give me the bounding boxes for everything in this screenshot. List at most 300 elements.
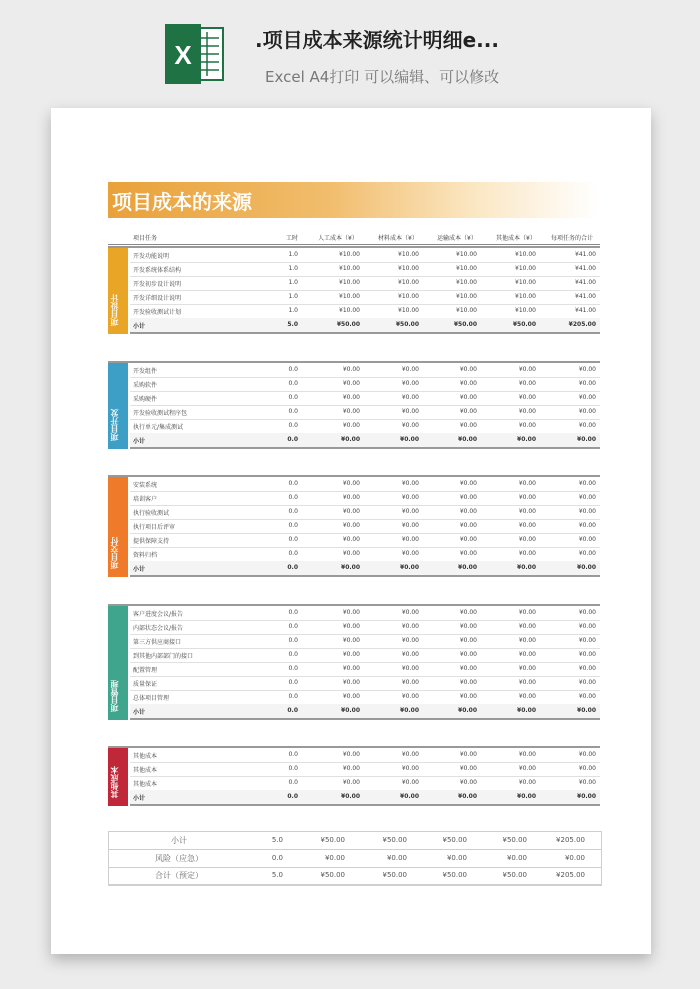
cost-cell: ¥10.00 [515,265,536,272]
cost-cell: 1.0 [288,279,298,286]
subtotal-cell: ¥0.00 [458,564,477,571]
cost-cell: 0.0 [288,522,298,529]
cost-cell: ¥0.00 [459,380,477,387]
cost-cell: ¥0.00 [459,609,477,616]
cost-cell: ¥0.00 [459,693,477,700]
cost-cell: ¥0.00 [459,751,477,758]
cost-cell: ¥0.00 [342,494,360,501]
subtotal-row [130,318,600,334]
summary-cell: ¥50.00 [442,871,467,879]
cost-cell: ¥0.00 [401,394,419,401]
cost-cell: ¥0.00 [518,609,536,616]
subtotal-cell: ¥0.00 [517,793,536,800]
subtotal-cell: ¥0.00 [400,707,419,714]
cost-cell: ¥10.00 [339,251,360,258]
cost-section [108,746,600,806]
cost-cell: ¥10.00 [398,307,419,314]
task-name: 开发详细设计说明 [133,295,182,302]
cost-cell: ¥0.00 [459,508,477,515]
document-subtitle: Excel A4打印 可以编辑、可以修改 [265,68,500,86]
cost-cell: ¥10.00 [515,279,536,286]
cost-cell: ¥0.00 [401,679,419,686]
cost-cell: ¥10.00 [398,251,419,258]
cost-cell: ¥0.00 [401,408,419,415]
cost-cell: ¥0.00 [459,679,477,686]
subtotal-label: 小计 [133,709,146,716]
cost-cell: 1.0 [288,265,298,272]
banner-title: 项目成本的来源 [112,190,252,214]
section-color-bar [108,606,128,720]
cost-cell: 0.0 [288,366,298,373]
task-name: 开发验收测试计划 [133,309,182,316]
cost-cell: ¥0.00 [518,408,536,415]
column-header: 人工成本（¥） [318,235,358,242]
cost-cell: ¥0.00 [578,651,596,658]
task-name: 其他成本 [133,767,158,774]
summary-row [109,850,601,868]
cost-cell: 1.0 [288,293,298,300]
subtotal-cell: ¥0.00 [400,564,419,571]
subtotal-cell: ¥0.00 [517,436,536,443]
summary-cell: ¥205.00 [556,871,585,879]
subtotal-cell: ¥50.00 [512,321,536,328]
task-name: 开发初步设计说明 [133,281,182,288]
subtotal-row [130,561,600,577]
cost-cell: ¥10.00 [339,279,360,286]
cost-cell: 0.0 [288,609,298,616]
task-name: 质量保证 [133,681,158,688]
cost-cell: ¥0.00 [518,765,536,772]
cost-cell: ¥0.00 [578,665,596,672]
cost-cell: ¥0.00 [459,480,477,487]
cost-cell: 0.0 [288,550,298,557]
cost-cell: ¥0.00 [578,508,596,515]
task-name: 内部状态会议/报告 [133,625,184,632]
cost-cell: ¥0.00 [518,366,536,373]
table-row [130,533,600,548]
task-name: 安装系统 [133,482,158,489]
subtotal-cell: ¥0.00 [341,707,360,714]
summary-cell: ¥205.00 [556,836,585,844]
table-row [130,248,600,263]
cost-cell: ¥0.00 [342,693,360,700]
table-row [130,648,600,663]
cost-cell: ¥0.00 [578,422,596,429]
cost-cell: ¥0.00 [459,522,477,529]
cost-cell: ¥0.00 [578,779,596,786]
subtotal-cell: ¥0.00 [517,707,536,714]
summary-label: 风险（应急） [155,853,203,863]
cost-cell: 0.0 [288,779,298,786]
cost-cell: ¥0.00 [342,779,360,786]
subtotal-cell: ¥0.00 [458,436,477,443]
cost-cell: ¥0.00 [342,536,360,543]
subtotal-cell: ¥0.00 [577,436,596,443]
table-row [130,676,600,691]
cost-cell: ¥41.00 [575,251,596,258]
cost-cell: ¥10.00 [398,265,419,272]
subtotal-label: 小计 [133,795,146,802]
table-row [130,620,600,635]
task-name: 执行验收测试 [133,510,170,517]
task-name: 资料归档 [133,552,158,559]
summary-row [109,832,601,850]
cost-cell: ¥0.00 [401,751,419,758]
section-label: 项目设计 [110,294,119,326]
cost-cell: ¥0.00 [401,651,419,658]
summary-cell: ¥0.00 [446,853,467,862]
task-name: 采购软件 [133,382,158,389]
cost-cell: ¥0.00 [459,366,477,373]
cost-section [108,475,600,577]
summary-row [109,867,601,885]
summary-cell: ¥50.00 [502,871,527,879]
subtotal-cell: 0.0 [287,793,298,800]
summary-label: 小计 [171,836,187,845]
table-row [130,634,600,649]
cost-cell: ¥10.00 [456,265,477,272]
cost-cell: ¥41.00 [575,293,596,300]
cost-cell: ¥0.00 [578,751,596,758]
cost-cell: ¥0.00 [578,366,596,373]
cost-cell: ¥10.00 [456,293,477,300]
cost-cell: ¥0.00 [518,422,536,429]
cost-cell: ¥0.00 [518,380,536,387]
cost-cell: ¥0.00 [459,765,477,772]
cost-cell: 1.0 [288,251,298,258]
cost-cell: ¥0.00 [578,480,596,487]
subtotal-cell: 0.0 [287,707,298,714]
summary-cell: ¥50.00 [320,836,345,844]
cost-cell: 0.0 [288,623,298,630]
task-name: 培训客户 [133,496,158,503]
cost-cell: 0.0 [288,422,298,429]
summary-cell: 5.0 [271,836,283,844]
summary-cell: ¥0.00 [386,853,407,862]
subtotal-cell: ¥0.00 [577,707,596,714]
subtotal-label: 小计 [133,438,146,445]
task-name: 执行单元/集成测试 [133,424,184,431]
cost-cell: ¥0.00 [342,765,360,772]
subtotal-cell: ¥0.00 [577,564,596,571]
cost-cell: ¥0.00 [459,494,477,501]
subtotal-label: 小计 [133,323,146,330]
table-row [130,304,600,319]
cost-cell: ¥0.00 [578,536,596,543]
cost-cell: ¥0.00 [518,494,536,501]
cost-cell: ¥0.00 [342,508,360,515]
cost-cell: ¥0.00 [342,522,360,529]
task-name: 到其他内部部门的接口 [133,653,194,660]
cost-cell: ¥0.00 [459,665,477,672]
column-header: 工时 [286,235,299,242]
cost-cell: ¥0.00 [401,609,419,616]
cost-cell: ¥0.00 [578,394,596,401]
summary-cell: ¥0.00 [564,853,585,862]
cost-cell: ¥0.00 [401,637,419,644]
cost-cell: ¥0.00 [342,550,360,557]
task-name: 开发组件 [133,368,158,375]
cost-cell: ¥0.00 [342,394,360,401]
column-header: 材料成本（¥） [378,235,418,242]
cost-section [108,246,600,334]
cost-cell: 0.0 [288,380,298,387]
cost-cell: ¥0.00 [459,623,477,630]
cost-cell: ¥0.00 [518,480,536,487]
summary-label: 合计（预定） [155,871,203,880]
cost-cell: ¥0.00 [342,380,360,387]
task-name: 开发验收测试程序包 [133,410,188,417]
cost-cell: ¥0.00 [401,508,419,515]
task-name: 总体项目管理 [133,695,170,702]
cost-cell: ¥0.00 [401,665,419,672]
cost-cell: ¥0.00 [578,380,596,387]
cost-cell: ¥0.00 [518,550,536,557]
cost-cell: ¥0.00 [578,693,596,700]
cost-cell: ¥0.00 [518,508,536,515]
subtotal-cell: ¥0.00 [517,564,536,571]
cost-cell: ¥10.00 [398,279,419,286]
cost-cell: 1.0 [288,307,298,314]
cost-cell: ¥10.00 [339,307,360,314]
cost-cell: ¥0.00 [401,693,419,700]
cost-cell: 0.0 [288,536,298,543]
header-divider [108,244,600,245]
document-title: .项目成本来源统计明细e... [255,28,499,52]
table-row [130,748,600,763]
summary-cell: ¥50.00 [382,871,407,879]
task-name: 第三方供应商接口 [133,639,182,646]
cost-cell: ¥0.00 [518,394,536,401]
table-row [130,262,600,277]
table-row [130,405,600,420]
subtotal-cell: ¥0.00 [341,436,360,443]
cost-cell: ¥0.00 [342,422,360,429]
svg-text:X: X [174,40,192,70]
summary-table [108,831,602,886]
section-label: 项目开发 [110,409,119,441]
cost-cell: ¥41.00 [575,265,596,272]
cost-cell: 0.0 [288,651,298,658]
cost-cell: ¥0.00 [401,522,419,529]
summary-cell: ¥0.00 [324,853,345,862]
subtotal-row [130,790,600,806]
section-label: 项目管理 [110,680,119,712]
subtotal-cell: ¥0.00 [577,793,596,800]
table-row [130,491,600,506]
subtotal-cell: 0.0 [287,436,298,443]
cost-cell: ¥10.00 [515,307,536,314]
cost-cell: ¥0.00 [401,480,419,487]
column-header: 项目任务 [133,235,158,242]
subtotal-row [130,704,600,720]
cost-cell: ¥0.00 [401,623,419,630]
column-header: 每项任务的合计 [551,235,594,242]
subtotal-cell: ¥0.00 [400,436,419,443]
cost-cell: ¥0.00 [578,765,596,772]
table-row [130,547,600,562]
cost-cell: ¥0.00 [518,536,536,543]
cost-cell: ¥0.00 [459,422,477,429]
cost-cell: ¥0.00 [518,623,536,630]
cost-cell: ¥0.00 [342,623,360,630]
task-name: 其他成本 [133,753,158,760]
cost-cell: ¥0.00 [342,366,360,373]
cost-cell: ¥0.00 [401,366,419,373]
table-row [130,276,600,291]
task-name: 提供保障支持 [133,538,170,545]
cost-cell: ¥10.00 [515,251,536,258]
cost-cell: ¥0.00 [459,408,477,415]
section-color-bar [108,748,128,806]
cost-cell: 0.0 [288,508,298,515]
cost-cell: ¥0.00 [578,679,596,686]
subtotal-cell: 5.0 [287,321,298,328]
cost-cell: ¥10.00 [456,279,477,286]
cost-cell: ¥0.00 [459,394,477,401]
subtotal-cell: 0.0 [287,564,298,571]
cost-cell: ¥0.00 [401,765,419,772]
subtotal-cell: ¥205.00 [568,321,596,328]
cost-cell: ¥0.00 [518,693,536,700]
cost-cell: 0.0 [288,679,298,686]
column-header: 其他成本（¥） [496,235,536,242]
summary-cell: ¥50.00 [320,871,345,879]
cost-cell: ¥0.00 [342,408,360,415]
subtotal-cell: ¥0.00 [458,793,477,800]
task-name: 开发功能说明 [133,253,170,260]
cost-cell: 0.0 [288,480,298,487]
cost-cell: ¥0.00 [518,665,536,672]
cost-cell: ¥0.00 [401,380,419,387]
subtotal-label: 小计 [133,566,146,573]
cost-cell: ¥0.00 [401,779,419,786]
summary-cell: ¥50.00 [442,836,467,844]
cost-cell: 0.0 [288,693,298,700]
subtotal-cell: ¥50.00 [395,321,419,328]
cost-cell: ¥0.00 [342,751,360,758]
task-name: 配置管理 [133,667,158,674]
subtotal-cell: ¥0.00 [341,793,360,800]
cost-cell: ¥0.00 [401,494,419,501]
cost-cell: ¥0.00 [459,637,477,644]
table-row [130,377,600,392]
cost-section [108,604,600,720]
cost-cell: ¥0.00 [459,779,477,786]
table-row [130,391,600,406]
cost-cell: ¥10.00 [515,293,536,300]
task-name: 其他成本 [133,781,158,788]
cost-cell: ¥0.00 [401,536,419,543]
cost-cell: 0.0 [288,637,298,644]
subtotal-cell: ¥0.00 [458,707,477,714]
cost-cell: ¥0.00 [401,422,419,429]
cost-cell: 0.0 [288,494,298,501]
cost-cell: 0.0 [288,765,298,772]
summary-cell: 0.0 [271,853,283,862]
subtotal-cell: ¥50.00 [336,321,360,328]
subtotal-cell: ¥0.00 [341,564,360,571]
cost-cell: ¥0.00 [518,751,536,758]
task-name: 开发系统体系结构 [133,267,182,274]
cost-cell: ¥41.00 [575,307,596,314]
table-row [130,419,600,434]
cost-cell: ¥41.00 [575,279,596,286]
subtotal-cell: ¥0.00 [400,793,419,800]
column-header: 运输成本（¥） [437,235,477,242]
cost-cell: ¥0.00 [342,665,360,672]
cost-cell: ¥0.00 [578,623,596,630]
cost-cell: ¥0.00 [459,651,477,658]
cost-cell: ¥0.00 [342,480,360,487]
section-color-bar [108,248,128,334]
table-row [130,776,600,791]
table-row [130,690,600,705]
cost-cell: ¥0.00 [518,679,536,686]
task-name: 执行项目后评审 [133,524,176,531]
cost-cell: ¥10.00 [456,307,477,314]
summary-cell: ¥0.00 [506,853,527,862]
table-row [130,363,600,378]
cost-cell: 0.0 [288,665,298,672]
cost-cell: 0.0 [288,394,298,401]
sheet-banner [108,182,598,218]
excel-icon [163,22,227,86]
cost-cell: ¥0.00 [342,637,360,644]
subtotal-cell: ¥50.00 [453,321,477,328]
section-color-bar [108,477,128,577]
cost-cell: ¥0.00 [518,637,536,644]
cost-cell: ¥0.00 [518,522,536,529]
summary-cell: 5.0 [271,871,283,879]
cost-cell: ¥10.00 [339,265,360,272]
section-label: 项目交付 [110,537,119,569]
cost-cell: ¥10.00 [398,293,419,300]
summary-cell: ¥50.00 [382,836,407,844]
table-row [130,519,600,534]
cost-cell: ¥0.00 [578,408,596,415]
cost-cell: ¥0.00 [518,779,536,786]
table-row [130,762,600,777]
summary-cell: ¥50.00 [502,836,527,844]
task-name: 客户进度会议/报告 [133,611,184,618]
table-row [130,505,600,520]
cost-cell: 0.0 [288,408,298,415]
cost-cell: ¥0.00 [518,651,536,658]
cost-cell: ¥0.00 [342,679,360,686]
page-header [0,0,700,100]
cost-cell: ¥0.00 [342,651,360,658]
table-row [130,477,600,492]
cost-cell: ¥10.00 [456,251,477,258]
cost-cell: ¥0.00 [578,609,596,616]
cost-cell: ¥0.00 [578,494,596,501]
cost-cell: ¥10.00 [339,293,360,300]
subtotal-row [130,433,600,449]
section-label: 其他成本 [110,766,119,798]
table-row [130,606,600,621]
cost-section [108,361,600,449]
section-color-bar [108,363,128,449]
cost-cell: ¥0.00 [578,522,596,529]
cost-cell: ¥0.00 [459,550,477,557]
table-row [130,290,600,305]
cost-cell: ¥0.00 [578,637,596,644]
cost-cell: ¥0.00 [401,550,419,557]
cost-cell: ¥0.00 [342,609,360,616]
table-row [130,662,600,677]
task-name: 采购硬件 [133,396,158,403]
